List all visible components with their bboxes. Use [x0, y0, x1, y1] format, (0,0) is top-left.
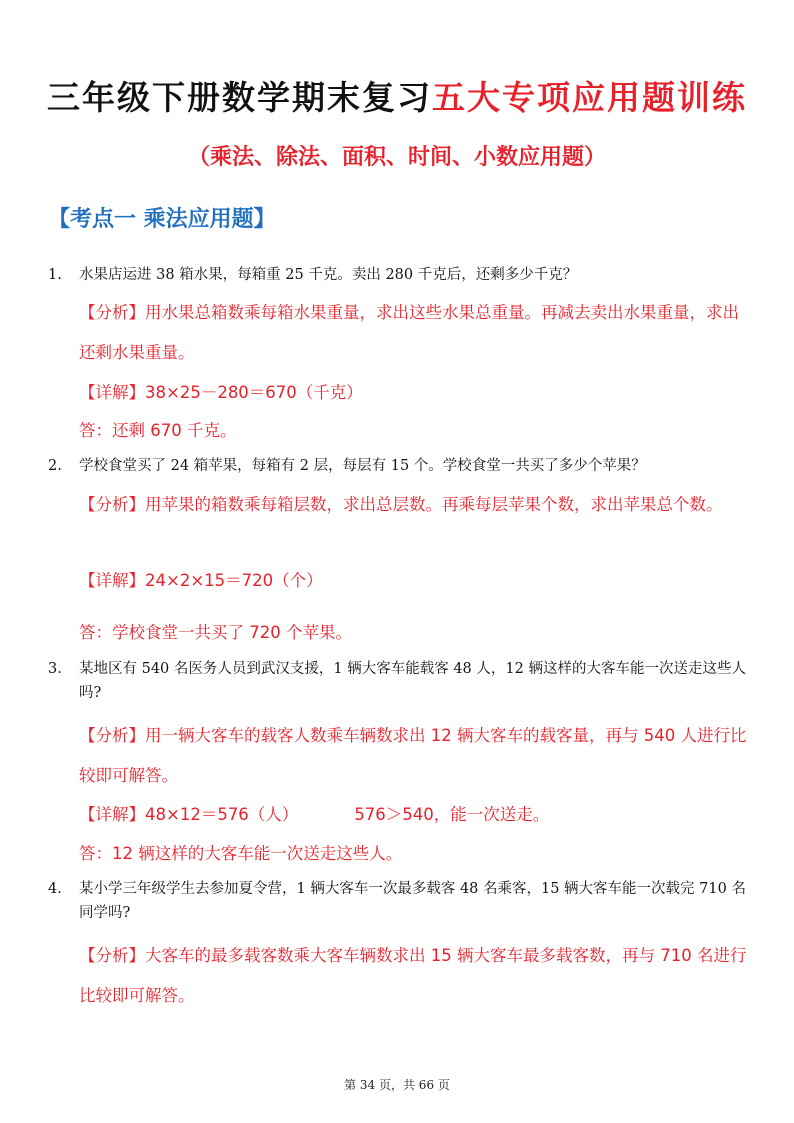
title-red-part: 五大专项应用题训练	[432, 78, 747, 117]
analysis-4: 【分析】大客车的最多载客数乘大客车辆数求出 15 辆大客车最多载客数，再与 710 名进行比较即可解答。	[79, 946, 747, 1005]
question-number: 3.	[48, 661, 62, 677]
analysis-3: 【分析】用一辆大客车的载客人数乘车辆数求出 12 辆大客车的载客量，再与 540 人进行比较即可解答。	[79, 726, 747, 785]
question-number: 1.	[48, 267, 62, 283]
page-footer: 第 34 页，共 66 页	[344, 1078, 450, 1092]
question-text: 学校食堂买了 24 箱苹果，每箱有 2 层，每层有 15 个。学校食堂一共买了多少个苹果？	[79, 458, 646, 474]
detail-1: 【详解】38×25－280＝670（千克）	[79, 383, 363, 402]
answer-3: 答：12 辆这样的大客车能一次送走这些人。	[79, 844, 403, 863]
question-text: 某小学三年级学生去参加夏令营，1 辆大客车一次最多载客 48 名乘客，15 辆大客车能一次载完 710 名同学吗?	[79, 881, 746, 921]
page-title	[0, 72, 794, 119]
detail-3	[79, 795, 749, 835]
question-3	[48, 657, 748, 705]
detail-3-compare: 576＞540，能一次送走。	[354, 805, 550, 824]
title-black-part: 三年级下册数学期末复习	[47, 78, 432, 117]
answer-1: 答：还剩 670 千克。	[79, 421, 237, 440]
question-number: 4.	[48, 881, 62, 897]
answer-2: 答：学校食堂一共买了 720 个苹果。	[79, 623, 352, 642]
question-text: 水果店运进 38 箱水果，每箱重 25 千克。卖出 280 千克后，还剩多少千克？	[79, 267, 578, 283]
analysis-2: 【分析】用苹果的箱数乘每箱层数，求出总层数。再乘每层苹果个数，求出苹果总个数。	[79, 495, 723, 514]
detail-2: 【详解】24×2×15＝720（个）	[79, 571, 323, 590]
question-4	[48, 877, 748, 925]
analysis-1: 【分析】用水果总箱数乘每箱水果重量，求出这些水果总重量。再减去卖出水果重量，求出还剩水果重量。	[79, 303, 739, 362]
detail-3-calc: 【详解】48×12＝576（人）	[79, 805, 299, 824]
page-subtitle: （乘法、除法、面积、时间、小数应用题）	[187, 145, 606, 170]
question-text: 某地区有 540 名医务人员到武汉支援，1 辆大客车能载客 48 人，12 辆这样的大客车能一次送走这些人吗?	[79, 661, 746, 701]
section-heading-1: 【考点一 乘法应用题】	[48, 207, 276, 232]
question-2	[48, 454, 748, 478]
question-1	[48, 263, 748, 287]
question-number: 2.	[48, 458, 62, 474]
